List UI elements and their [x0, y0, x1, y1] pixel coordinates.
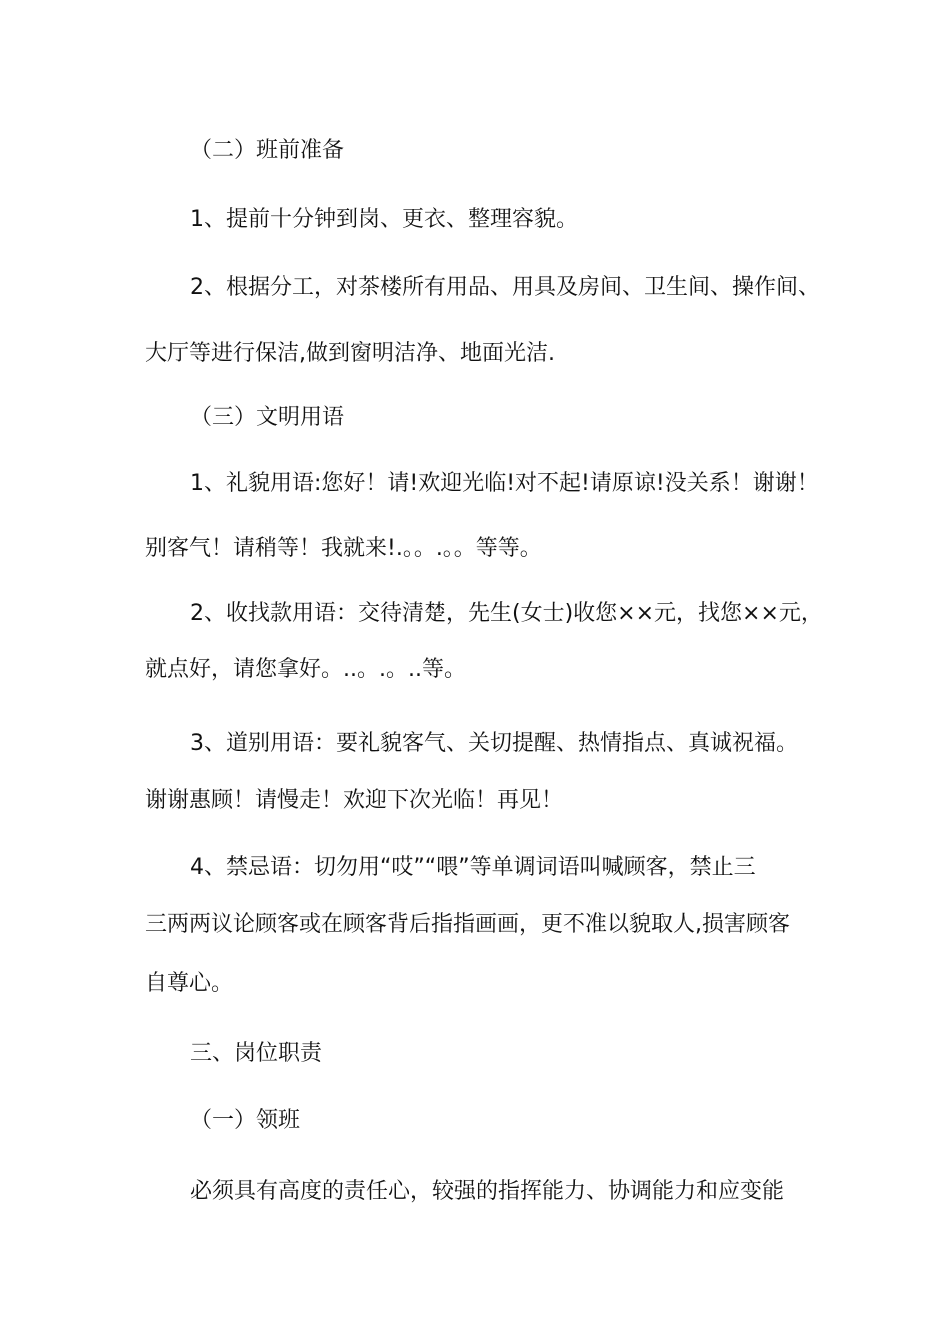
paragraph-line: 大厅等进行保洁,做到窗明洁净、地面光洁.	[145, 341, 555, 366]
paragraph-line: 2、根据分工，对茶楼所有用品、用具及房间、卫生间、操作间、	[190, 275, 820, 300]
paragraph-line: 就点好，请您拿好。..。.。..等。	[145, 657, 466, 682]
paragraph-line: 谢谢惠顾！请慢走！欢迎下次光临！再见！	[145, 788, 564, 813]
paragraph-line: 1、礼貌用语:您好！请!欢迎光临!对不起!请原谅!没关系！谢谢！	[190, 471, 819, 496]
paragraph-line: 1、提前十分钟到岗、更衣、整理容貌。	[190, 207, 578, 232]
section-heading-team-leader: （一）领班	[190, 1108, 301, 1133]
paragraph-line: 别客气！请稍等！我就来!.。。.。。等等。	[145, 536, 542, 561]
section-heading-job-duties: 三、岗位职责	[190, 1041, 323, 1066]
paragraph-line: 自尊心。	[145, 971, 234, 996]
paragraph-line: 2、收找款用语：交待清楚，先生(女士)收您××元，找您××元，	[190, 601, 823, 626]
paragraph-line: 3、道别用语：要礼貌客气、关切提醒、热情指点、真诚祝福。	[190, 731, 798, 756]
section-heading-polite-language: （三）文明用语	[190, 405, 345, 430]
paragraph-line: 4、禁忌语：切勿用“哎”“喂”等单调词语叫喊顾客，禁止三	[190, 855, 756, 880]
paragraph-line: 必须具有高度的责任心，较强的指挥能力、协调能力和应变能	[190, 1179, 785, 1204]
section-heading-pre-shift-preparation: （二）班前准备	[190, 138, 345, 163]
paragraph-line: 三两两议论顾客或在顾客背后指指画画，更不准以貌取人,损害顾客	[145, 912, 790, 937]
